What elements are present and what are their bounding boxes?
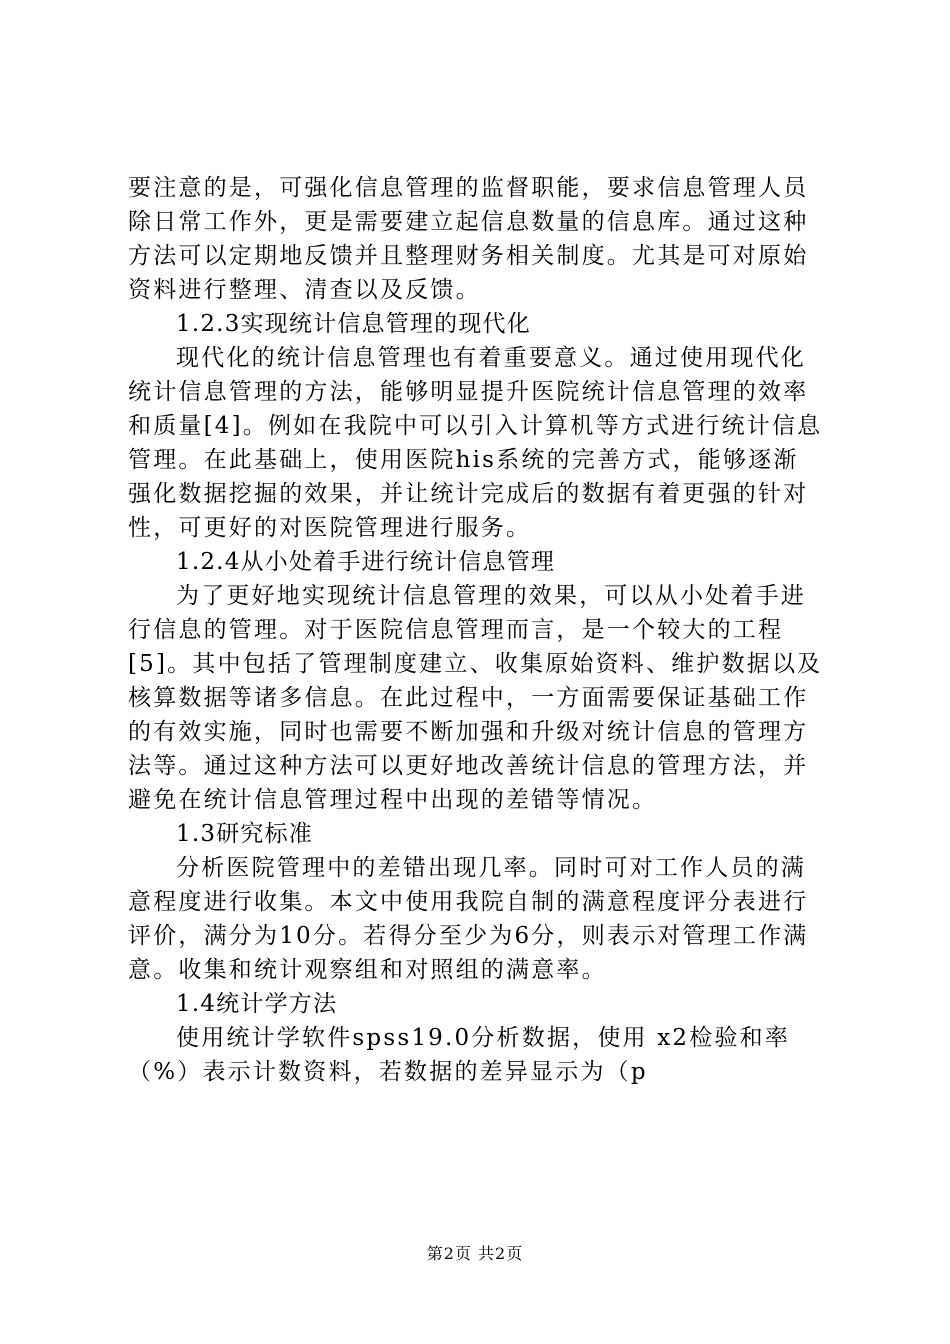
page-number-footer: 第2页 共2页 <box>426 1244 524 1263</box>
text-line: 强化数据挖掘的效果，并让统计完成后的数据有着更强的针对 <box>128 481 809 507</box>
text-line: 和质量[4]。例如在我院中可以引入计算机等方式进行统计信息 <box>128 413 823 439</box>
text-line: 意程度进行收集。本文中使用我院自制的满意程度评分表进行 <box>128 889 809 915</box>
text-line: 核算数据等诸多信息。在此过程中，一方面需要保证基础工作 <box>128 685 809 711</box>
paragraph-first-line: 使用统计学软件spss19.0分析数据，使用 x2检验和率 <box>176 1025 791 1051</box>
text-line: 评价，满分为10分。若得分至少为6分，则表示对管理工作满 <box>128 923 809 949</box>
text-line: [5]。其中包括了管理制度建立、收集原始资料、维护数据以及 <box>128 651 823 677</box>
text-line: 避免在统计信息管理过程中出现的差错等情况。 <box>128 787 658 813</box>
document-body <box>128 171 832 1089</box>
section-heading: 1.2.4从小处着手进行统计信息管理 <box>176 549 556 575</box>
text-line: 管理。在此基础上，使用医院his系统的完善方式，能够逐渐 <box>128 447 799 473</box>
text-line: 资料进行整理、清查以及反馈。 <box>128 277 481 303</box>
text-line: 意。收集和统计观察组和对照组的满意率。 <box>128 957 607 983</box>
section-heading: 1.2.3实现统计信息管理的现代化 <box>176 311 531 337</box>
text-line: 除日常工作外，更是需要建立起信息数量的信息库。通过这种 <box>128 209 809 235</box>
text-line: 法等。通过这种方法可以更好地改善统计信息的管理方法，并 <box>128 753 809 779</box>
text-line: 行信息的管理。对于医院信息管理而言，是一个较大的工程 <box>128 617 784 643</box>
section-heading: 1.4统计学方法 <box>176 991 338 1017</box>
paragraph-first-line: 为了更好地实现统计信息管理的效果，可以从小处着手进 <box>176 583 806 609</box>
text-line: 的有效实施，同时也需要不断加强和升级对统计信息的管理方 <box>128 719 809 745</box>
paragraph-first-line: 现代化的统计信息管理也有着重要意义。通过使用现代化 <box>176 345 806 371</box>
text-line: 统计信息管理的方法，能够明显提升医院统计信息管理的效率 <box>128 379 809 405</box>
text-line: （%）表示计数资料，若数据的差异显示为（p <box>128 1059 648 1085</box>
text-line: 要注意的是，可强化信息管理的监督职能，要求信息管理人员 <box>128 175 809 201</box>
text-line: 性，可更好的对医院管理进行服务。 <box>128 515 532 541</box>
section-heading: 1.3研究标准 <box>176 821 313 847</box>
text-line: 方法可以定期地反馈并且整理财务相关制度。尤其是可对原始 <box>128 243 809 269</box>
paragraph-first-line: 分析医院管理中的差错出现几率。同时可对工作人员的满 <box>176 855 806 881</box>
